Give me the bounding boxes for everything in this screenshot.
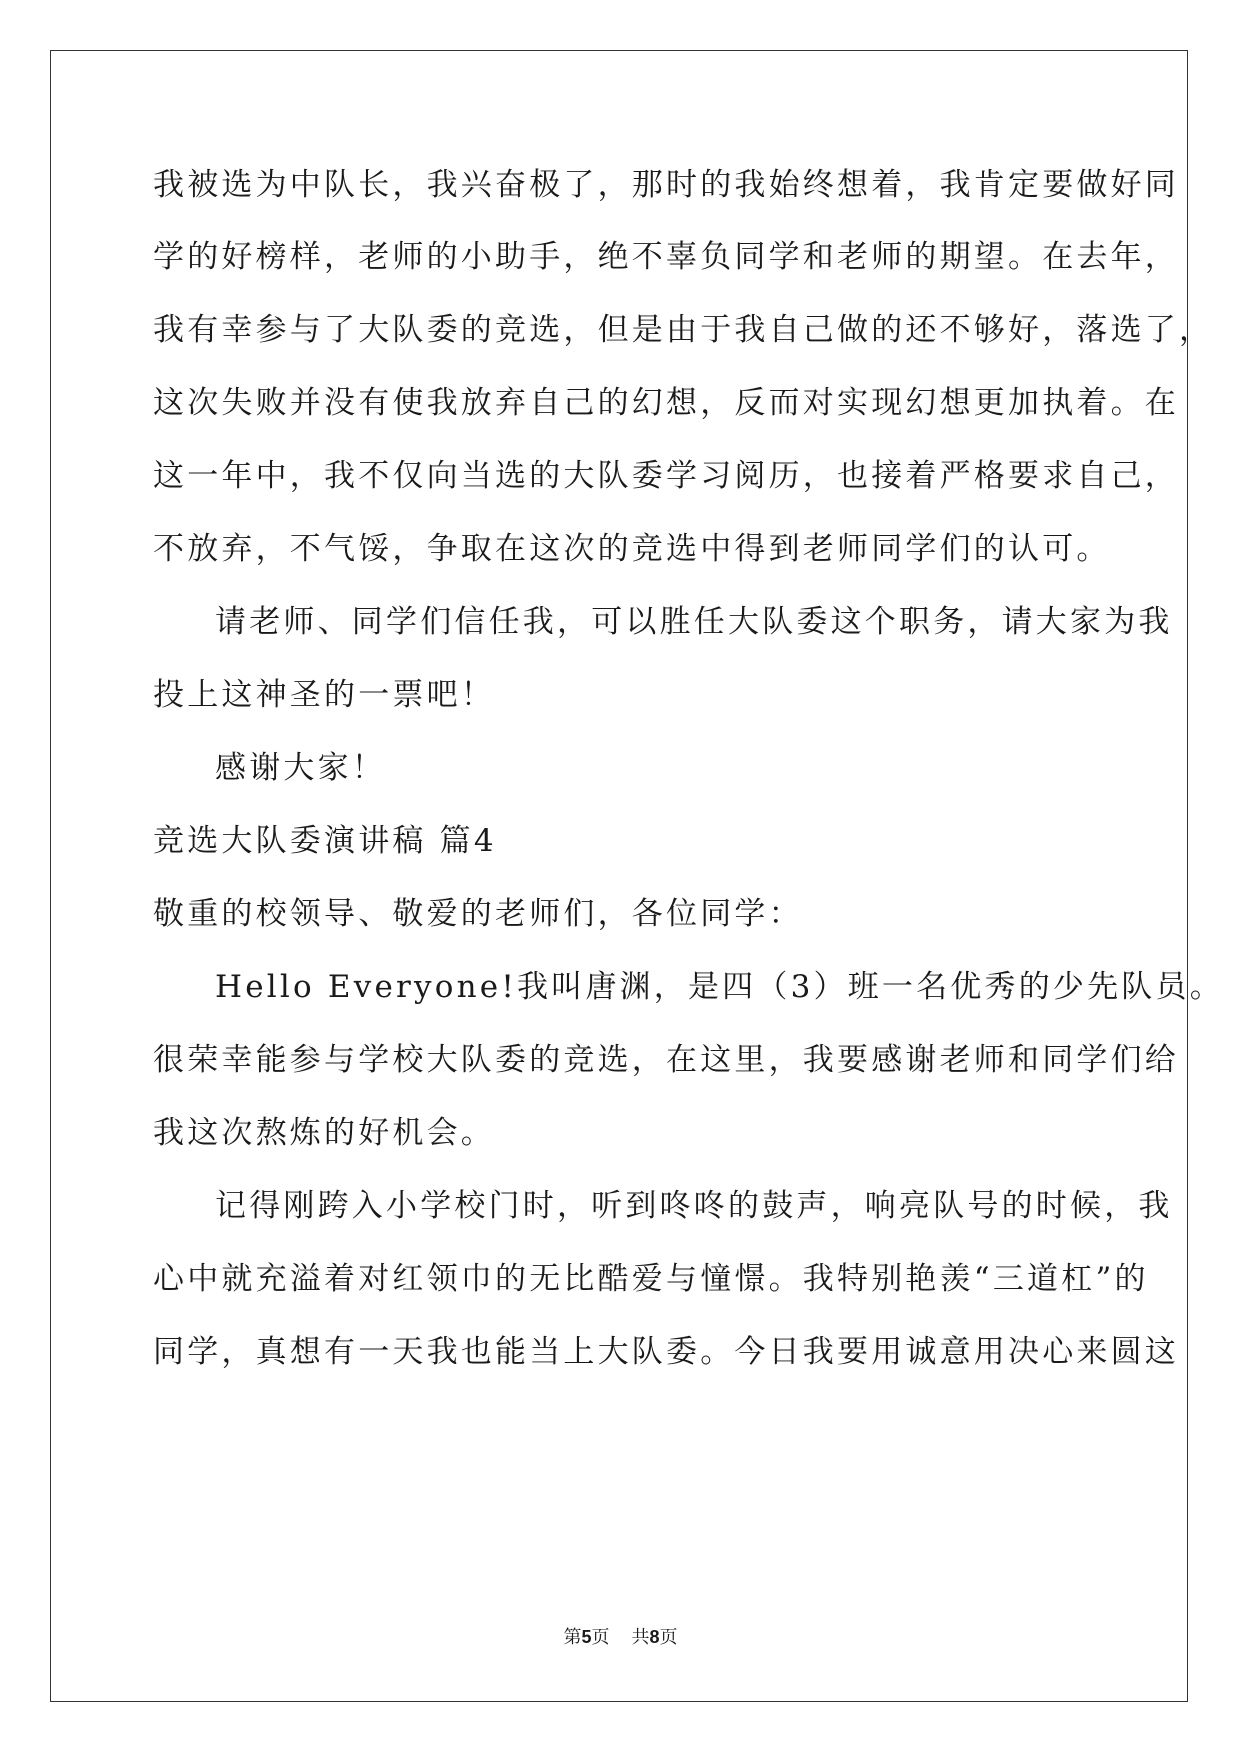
text-line: 这一年中，我不仅向当选的大队委学习阅历，也接着严格要求自己， (153, 458, 1179, 494)
paragraph-start-line: 请老师、同学们信任我，可以胜任大队委这个职务，请大家为我 (215, 604, 1173, 640)
text-line: 投上这神圣的一票吧！ (153, 677, 495, 713)
footer-total-prefix: 共 (631, 1627, 650, 1648)
text-line: 同学，真想有一天我也能当上大队委。今日我要用诚意用决心来圆这 (153, 1334, 1179, 1370)
paragraph-start-line: 感谢大家！ (215, 750, 386, 786)
footer-page-suffix: 页 (591, 1627, 610, 1648)
text-line: 不放弃，不气馁，争取在这次的竞选中得到老师同学们的认可。 (153, 531, 1111, 567)
section-heading: 竞选大队委演讲稿 篇4 (153, 823, 497, 859)
salutation-line: 敬重的校领导、敬爱的老师们，各位同学： (153, 896, 803, 932)
page-footer (0, 1625, 1241, 1650)
text-line: 我有幸参与了大队委的竞选，但是由于我自己做的还不够好，落选了， (153, 312, 1214, 348)
text-line: 心中就充溢着对红领巾的无比酷爱与憧憬。我特别艳羡“三道杠”的 (153, 1261, 1149, 1297)
current-page-number: 5 (581, 1627, 592, 1647)
total-page-number: 8 (649, 1627, 660, 1647)
text-line: 这次失败并没有使我放弃自己的幻想，反而对实现幻想更加执着。在 (153, 385, 1179, 421)
text-line: 我这次熬炼的好机会。 (153, 1115, 495, 1151)
footer-page-prefix: 第 (563, 1627, 582, 1648)
text-line: 很荣幸能参与学校大队委的竞选，在这里，我要感谢老师和同学们给 (153, 1042, 1179, 1078)
paragraph-start-line: 记得刚跨入小学校门时，听到咚咚的鼓声，响亮队号的时候，我 (215, 1188, 1173, 1224)
text-line: 学的好榜样，老师的小助手，绝不辜负同学和老师的期望。在去年， (153, 239, 1179, 275)
footer-total-suffix: 页 (659, 1627, 678, 1648)
page-border (50, 50, 1188, 1702)
paragraph-start-line: Hello Everyone!我叫唐渊，是四（3）班一名优秀的少先队员。 (215, 969, 1224, 1005)
text-line: 我被选为中队长，我兴奋极了，那时的我始终想着，我肯定要做好同 (153, 167, 1179, 203)
